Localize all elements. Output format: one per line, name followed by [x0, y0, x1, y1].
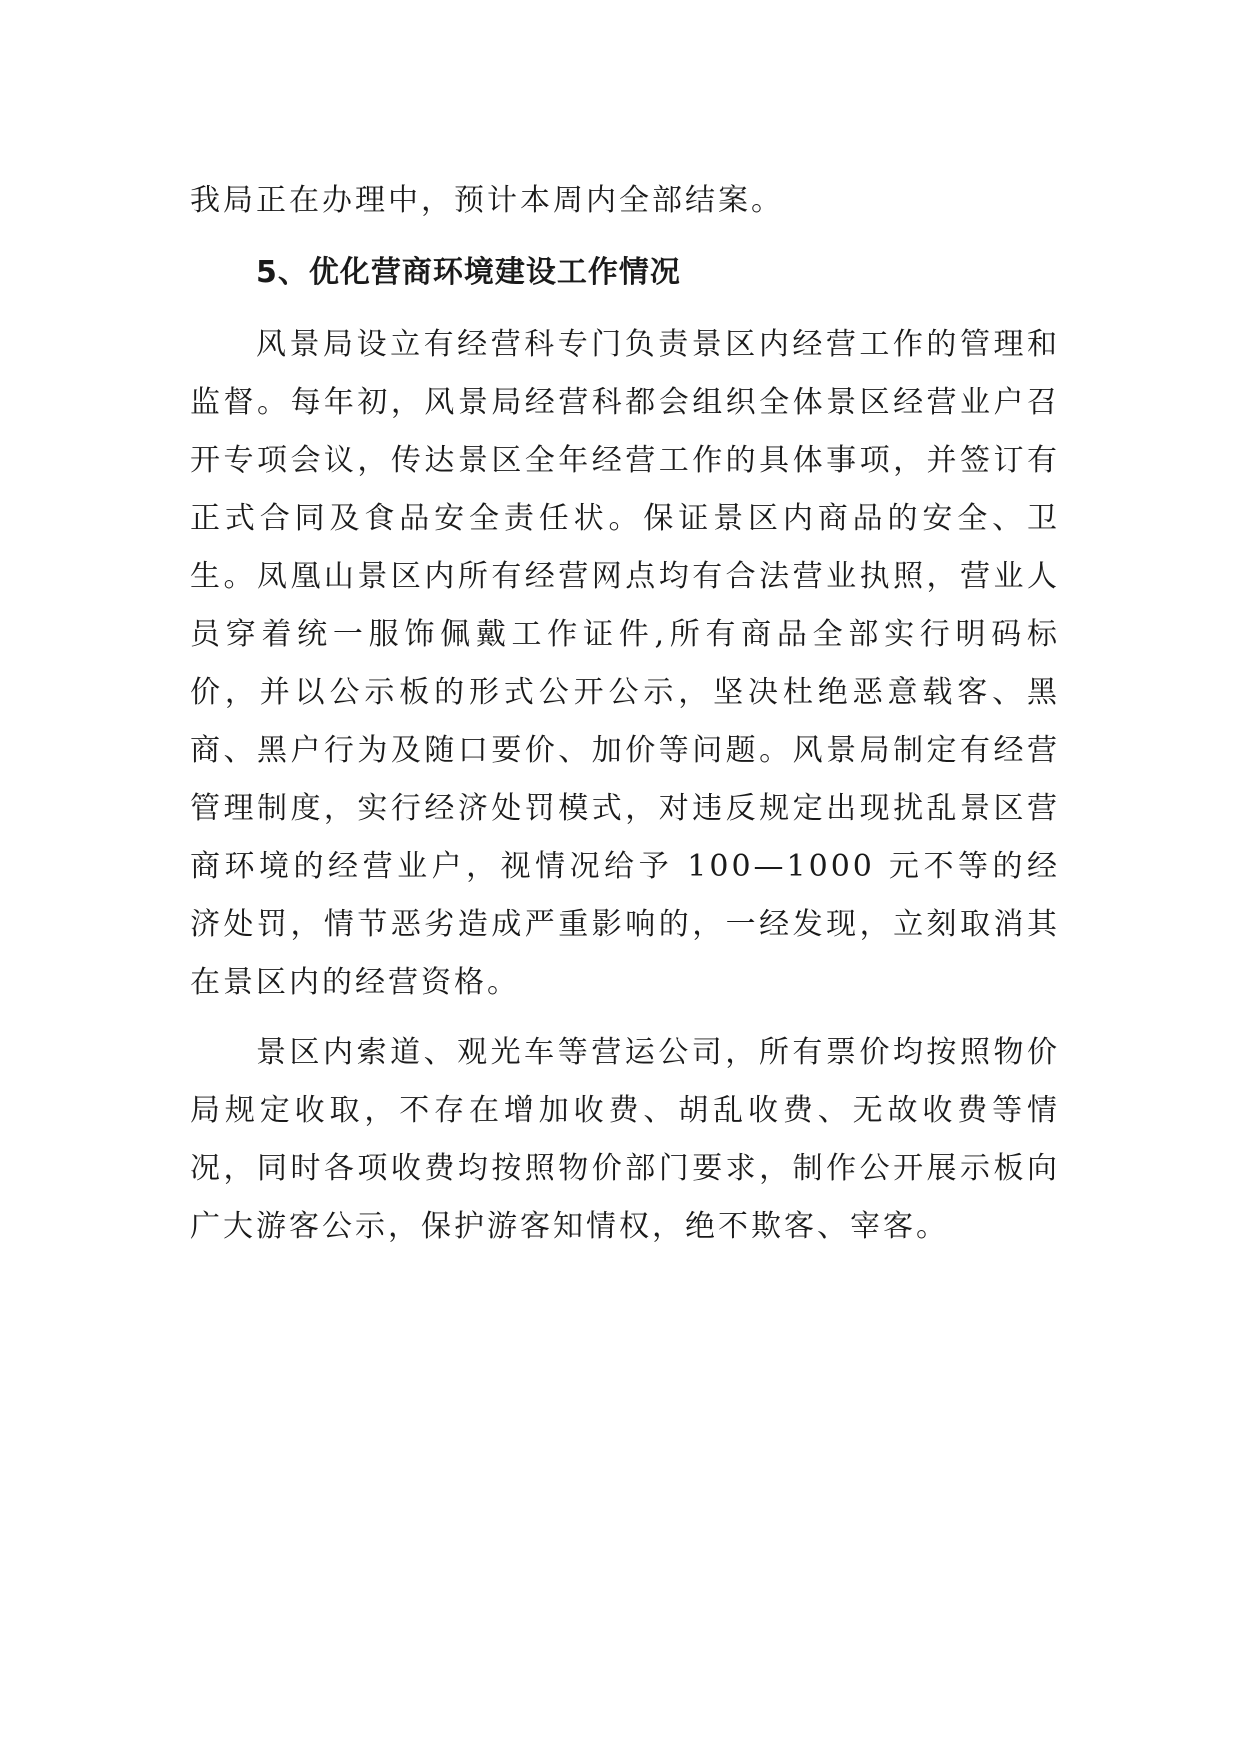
body-paragraph: 风景局设立有经营科专门负责景区内经营工作的管理和监督。每年初，风景局经营科都会组织全体景区经营业户召开专项会议，传达景区全年经营工作的具体事项，并签订有正式合同及食品安全责任状。保证景区内商品的安全、卫生。凤凰山景区内所有经营网点均有合法营业执照，营业人员穿着统一服饰佩戴工作证件,所有商品全部实行明码标价，并以公示板的形式公开公示，坚决杜绝恶意载客、黑商、黑户行为及随口要价、加价等问题。风景局制定有经营管理制度，实行经济处罚模式，对违反规定出现扰乱景区营商环境的经营业户，视情况给予 100—1000 元不等的经济处罚，情节恶劣造成严重影响的，一经发现，立刻取消其在景区内的经营资格。 — [190, 327, 1060, 1000]
continuation-paragraph: 我局正在办理中，预计本周内全部结案。 — [190, 183, 784, 218]
section-heading: 5、优化营商环境建设工作情况 — [256, 255, 681, 290]
document-body — [190, 172, 1060, 1256]
body-paragraph: 景区内索道、观光车等营运公司，所有票价均按照物价局规定收取，不存在增加收费、胡乱收费、无故收费等情况，同时各项收费均按照物价部门要求，制作公开展示板向广大游客公示，保护游客知情权，绝不欺客、宰客。 — [190, 1035, 1060, 1244]
